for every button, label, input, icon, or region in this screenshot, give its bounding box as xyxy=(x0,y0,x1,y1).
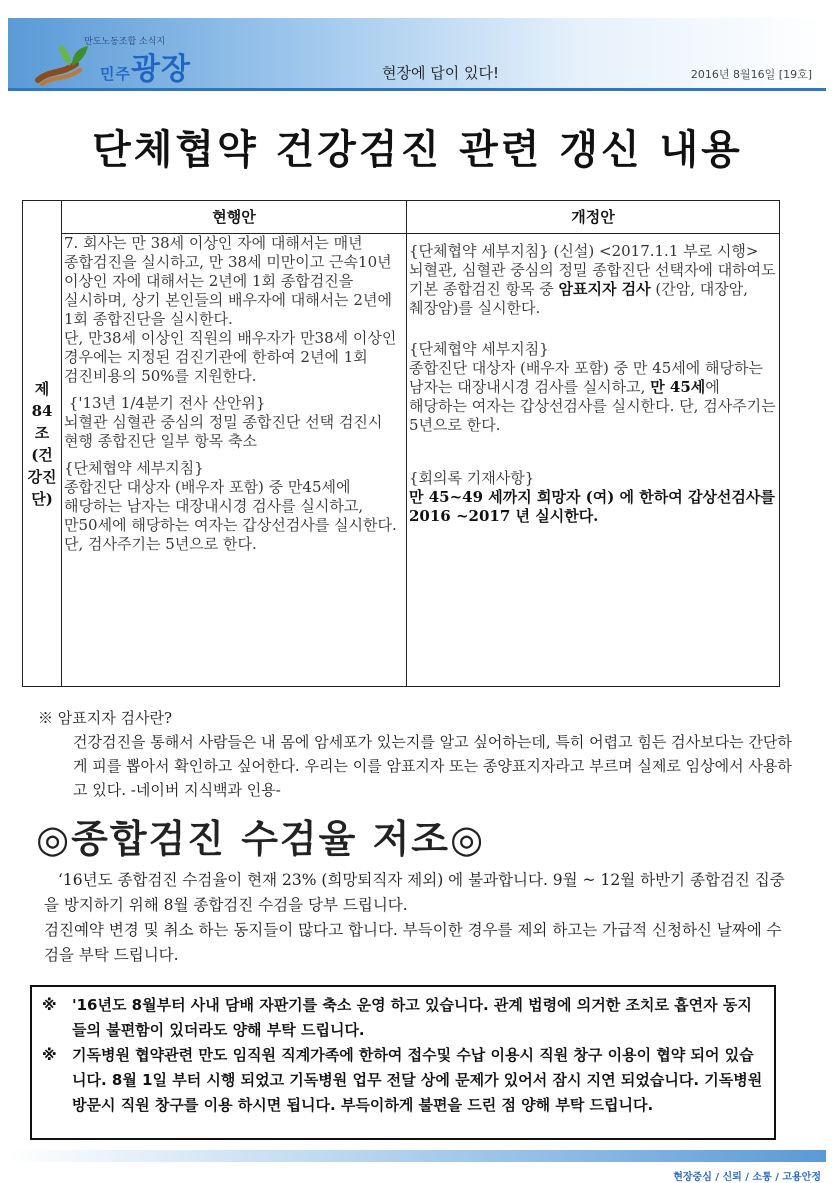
revised-para-6 xyxy=(409,488,781,526)
revised-bold: 암표지자 검사 xyxy=(558,280,651,298)
revised-text: 에 해당하는 여자는 갑상선검사를 실시한다. 단, 검사주기는 5년으로 한다. xyxy=(409,378,781,434)
table-row xyxy=(23,234,780,687)
logo-main-text: 광장 xyxy=(130,52,191,87)
header-revised: 개정안 xyxy=(407,201,780,234)
revised-bold: 만 45~49 세까지 희망자 (여) 에 한하여 갑상선검사를 2016 ~2017 년 실시한다. xyxy=(409,488,781,525)
section-title: ◎종합검진 수검율 저조◎ xyxy=(36,817,486,861)
section-body xyxy=(44,868,794,968)
reference-mark-icon: ※ xyxy=(42,1046,57,1064)
notice-box xyxy=(30,985,776,1140)
notice-item-1 xyxy=(42,993,764,1043)
note-heading: ※ 암표지자 검사란? xyxy=(38,709,173,727)
logo-prefix: 민주 xyxy=(100,65,131,83)
footer-motto: 현장중심 / 신뢰 / 소통 / 고용안정 xyxy=(673,1172,821,1183)
revised-para-1: {단체협약 세부지침} (신설) <2017.1.1 부로 시행> xyxy=(409,242,759,260)
current-para-5: {단체협약 세부지침} xyxy=(64,459,204,477)
page-title: 단체협약 건강검진 관련 갱신 내용 xyxy=(92,127,743,173)
tumor-marker-note xyxy=(38,706,804,802)
article-cell: 제84조 (건강진단) xyxy=(23,201,62,687)
note-body: 건강검진을 통해서 사람들은 내 몸에 암세포가 있는지를 알고 싶어하는데, 특히 어렵고 힘든 검사보다는 간단하게 피를 뽑아서 확인하고 싶어한다. 우리는 이를 암표지자 또는 종양표지자라고 부르며 실제로 임상에서 사용하고 있다. -네이버 지식백과 인용- xyxy=(73,733,792,799)
revised-text: (간암, 대장암, 췌장암)를 실시한다. xyxy=(409,280,753,317)
revised-text: 종합진단 대상자 (배우자 포함) 중 만 45세에 해당하는 남자는 대장내시경 검사를 실시하고, xyxy=(409,359,768,396)
revised-para-4 xyxy=(409,359,781,435)
revised-cell xyxy=(407,234,780,687)
current-para-3: {'13년 1/4분기 전사 산안위} xyxy=(64,394,266,412)
newsletter-header xyxy=(8,18,826,91)
issue-date: 2016년 8월16일 [19호] xyxy=(690,68,812,81)
current-para-4: 뇌혈관 심혈관 중심의 정밀 종합진단 선택 검진시 현행 종합진단 일부 항목 축소 xyxy=(64,413,388,450)
current-para-2: 단, 만38세 이상인 직원의 배우자가 만38세 이상인 경우에는 지정된 검진기관에 한하여 2년에 1회 검진비용의 50%를 지원한다. xyxy=(64,329,402,385)
header-current: 현행안 xyxy=(62,201,407,234)
logo-subtitle: 만도노동조합 소식지 xyxy=(84,37,166,47)
current-cell xyxy=(62,234,407,687)
footer-bar xyxy=(8,1150,826,1162)
slogan: 현장에 답이 있다! xyxy=(382,64,499,82)
current-para-6: 종합진단 대상자 (배우자 포함) 중 만45세에 해당하는 남자는 대장내시경 검사를 실시하고, 만50세에 해당하는 여자는 갑상선검사를 실시한다. 단, 검사주기는 5년으로 한다. xyxy=(64,478,402,553)
comparison-table xyxy=(22,200,780,687)
notice-text: '16년도 8월부터 사내 담배 자판기를 축소 운영 하고 있습니다. 관계 법령에 의거한 조치로 흡연자 동지들의 불편함이 있더라도 양해 부탁 드립니다. xyxy=(72,996,752,1039)
revised-para-5: {회의록 기재사항} xyxy=(409,469,535,487)
revised-text: 뇌혈관, 심혈관 중심의 정밀 종합진단 선택자에 대하여도 기본 종합검진 항목 중 xyxy=(409,261,781,298)
revised-para-2 xyxy=(409,261,781,318)
table-header-row xyxy=(23,201,780,234)
section-para-1: ‘16년도 종합검진 수검율이 현재 23% (희망퇴직자 제외) 에 불과합니다. 9월 ~ 12월 하반기 종합검진 집중을 방지하기 위해 8월 종합검진 수검을 당부 드립니다. xyxy=(44,871,785,914)
notice-text: 기독병원 협약관련 만도 임직원 직계가족에 한하여 접수및 수납 이용시 직원 창구 이용이 협약 되어 있습니다. 8월 1일 부터 시행 되었고 기독병원 업무 전달 상에 문제가 있어서 잠시 지연 되었습니다. 기독병원 방문시 직원 창구를 이용 하시면 됩니다. 부득이하게 불편을 드린 점 양해 부탁 드립니다. xyxy=(72,1046,763,1114)
revised-bold: 만 45세 xyxy=(650,378,706,396)
reference-mark-icon: ※ xyxy=(42,996,57,1014)
newsletter-logo xyxy=(32,28,222,88)
notice-item-2 xyxy=(42,1043,764,1118)
section-para-2: 검진예약 변경 및 취소 하는 동지들이 많다고 합니다. 부득이한 경우를 제외 하고는 가급적 신청하신 날짜에 수검을 부탁 드립니다. xyxy=(44,921,782,964)
logo-title xyxy=(100,44,191,88)
current-para-1: 7. 회사는 만 38세 이상인 자에 대해서는 매년 종합검진을 실시하고, 만 38세 미만이고 근속10년 이상인 자에 대해서는 2년에 1회 종합검진을 실시하며, 상기 본인들의 배우자에 대해서는 2년에 1회 종합진단을 실시한다. xyxy=(64,234,397,328)
revised-para-3: {단체협약 세부지침} xyxy=(409,340,549,358)
